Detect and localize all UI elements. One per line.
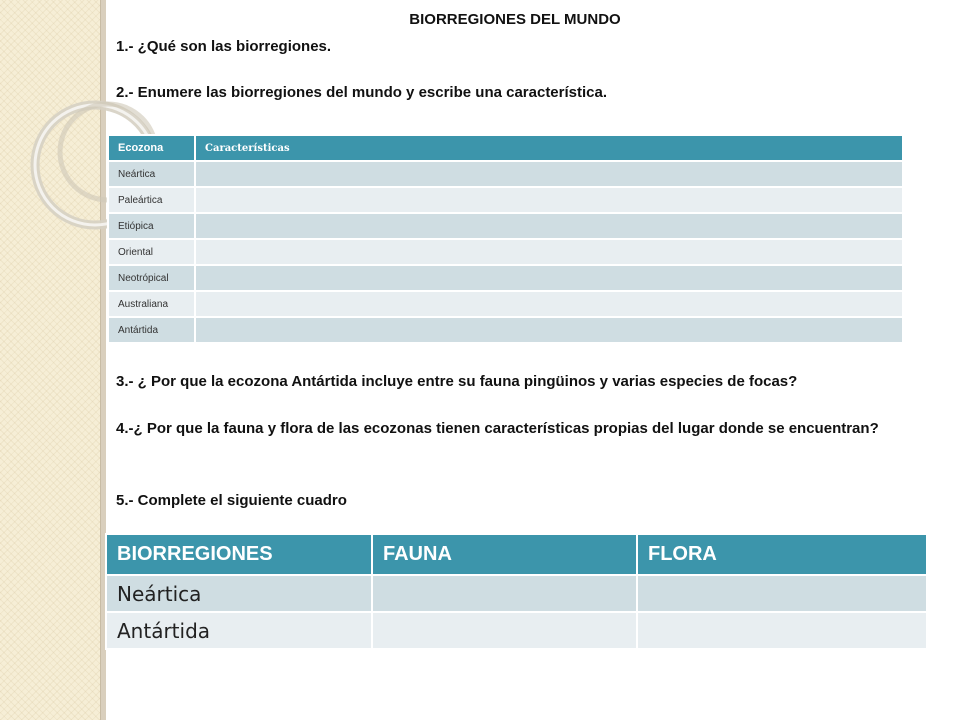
- question-3: 3.- ¿ Por que la ecozona Antártida incluye entre su fauna pingüinos y varias especies de focas?: [116, 373, 798, 390]
- ecozone-name: Oriental: [108, 239, 195, 265]
- table-row: [108, 161, 903, 187]
- column-header-biorregiones: BIORREGIONES: [106, 534, 372, 575]
- table-row: [108, 213, 903, 239]
- table-row: [108, 239, 903, 265]
- question-2: 2.- Enumere las biorregiones del mundo y escribe una característica.: [116, 84, 608, 101]
- characteristic-cell[interactable]: [195, 213, 903, 239]
- table-row: [108, 317, 903, 343]
- ecozone-name: Paleártica: [108, 187, 195, 213]
- characteristic-cell[interactable]: [195, 239, 903, 265]
- page-title: BIORREGIONES DEL MUNDO: [409, 11, 621, 28]
- question-4: 4.-¿ Por que la fauna y flora de las ecozonas tienen características propias del lugar donde se encuentran?: [116, 420, 879, 437]
- characteristic-cell[interactable]: [195, 187, 903, 213]
- flora-cell[interactable]: [637, 612, 927, 649]
- question-1: 1.- ¿Qué son las biorregiones.: [116, 38, 332, 55]
- table-header-row: [106, 534, 927, 575]
- column-header-caracteristicas: Características: [195, 135, 903, 161]
- table-row: [106, 575, 927, 612]
- table-row: [108, 291, 903, 317]
- characteristic-cell[interactable]: [195, 265, 903, 291]
- ecozone-name: Neártica: [108, 161, 195, 187]
- column-header-ecozona: Ecozona: [108, 135, 195, 161]
- fauna-cell[interactable]: [372, 612, 637, 649]
- ecozone-name: Neotrópical: [108, 265, 195, 291]
- question-5: 5.- Complete el siguiente cuadro: [116, 492, 347, 509]
- ecozone-name: Antártida: [108, 317, 195, 343]
- characteristic-cell[interactable]: [195, 161, 903, 187]
- table-row: [108, 265, 903, 291]
- characteristic-cell[interactable]: [195, 317, 903, 343]
- flora-cell[interactable]: [637, 575, 927, 612]
- characteristic-cell[interactable]: [195, 291, 903, 317]
- biorregion-name: Neártica: [106, 575, 372, 612]
- fauna-cell[interactable]: [372, 575, 637, 612]
- table-row: [106, 612, 927, 649]
- ecozone-table: [107, 134, 904, 344]
- ecozone-name: Etiópica: [108, 213, 195, 239]
- column-header-flora: FLORA: [637, 534, 927, 575]
- column-header-fauna: FAUNA: [372, 534, 637, 575]
- ecozone-name: Australiana: [108, 291, 195, 317]
- biorregion-name: Antártida: [106, 612, 372, 649]
- table-header-row: [108, 135, 903, 161]
- biorregion-table: [105, 533, 928, 650]
- table-row: [108, 187, 903, 213]
